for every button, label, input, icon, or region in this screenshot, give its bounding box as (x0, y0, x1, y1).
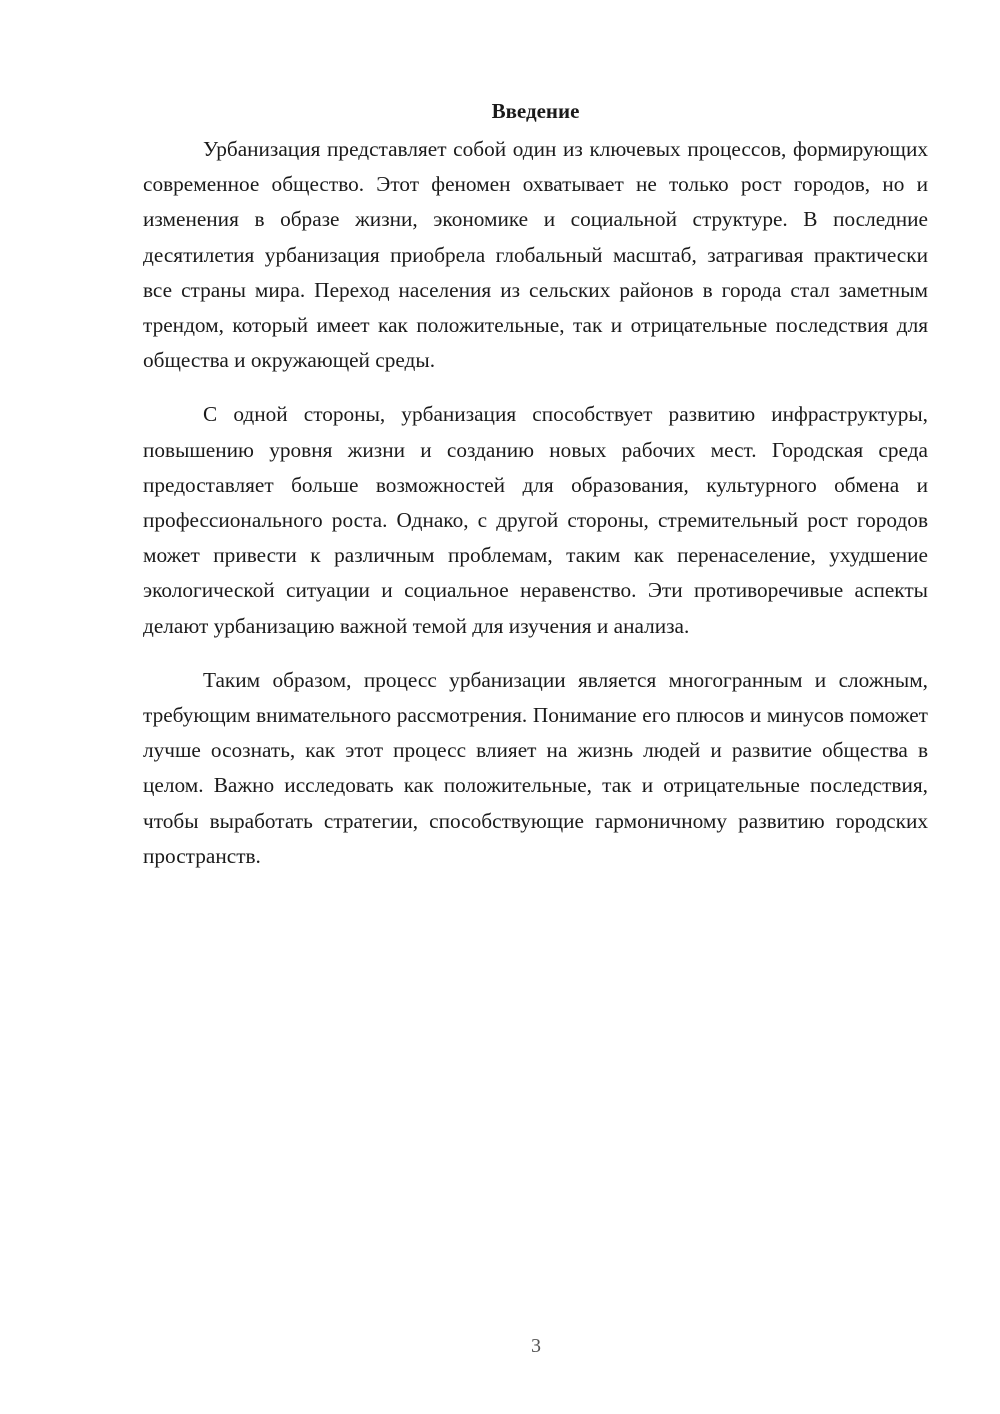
paragraph-1: Урбанизация представляет собой один из ключевых процессов, формирующих современное общество. Этот феномен охватывает не только рост городов, но и изменения в образе жизни, экономике и социальной структуре. В последние десятилетия урбанизация приобрела глобальный масштаб, затрагивая практически все страны мира. Переход населения из сельских районов в города стал заметным трендом, который имеет как положительные, так и отрицательные последствия для общества и окружающей среды. (143, 137, 928, 373)
paragraph-3: Таким образом, процесс урбанизации является многогранным и сложным, требующим внимательного рассмотрения. Понимание его плюсов и минусов поможет лучше осознать, как этот процесс влияет на жизнь людей и развитие общества в целом. Важно исследовать как положительные, так и отрицательные последствия, чтобы выработать стратегии, способствующие гармоничному развитию городских пространств. (143, 667, 928, 868)
section-heading: Введение (491, 99, 580, 123)
page-content (143, 96, 928, 893)
paragraph-2: С одной стороны, урбанизация способствует развитию инфраструктуры, повышению уровня жизни и созданию новых рабочих мест. Городская среда предоставляет больше возможностей для образования, культурного обмена и профессионального роста. Однако, с другой стороны, стремительный рост городов может привести к различным проблемам, таким как перенаселение, ухудшение экологической ситуации и социальное неравенство. Эти противоречивые аспекты делают урбанизацию важной темой для изучения и анализа. (143, 402, 928, 638)
page-number: 3 (531, 1335, 541, 1357)
